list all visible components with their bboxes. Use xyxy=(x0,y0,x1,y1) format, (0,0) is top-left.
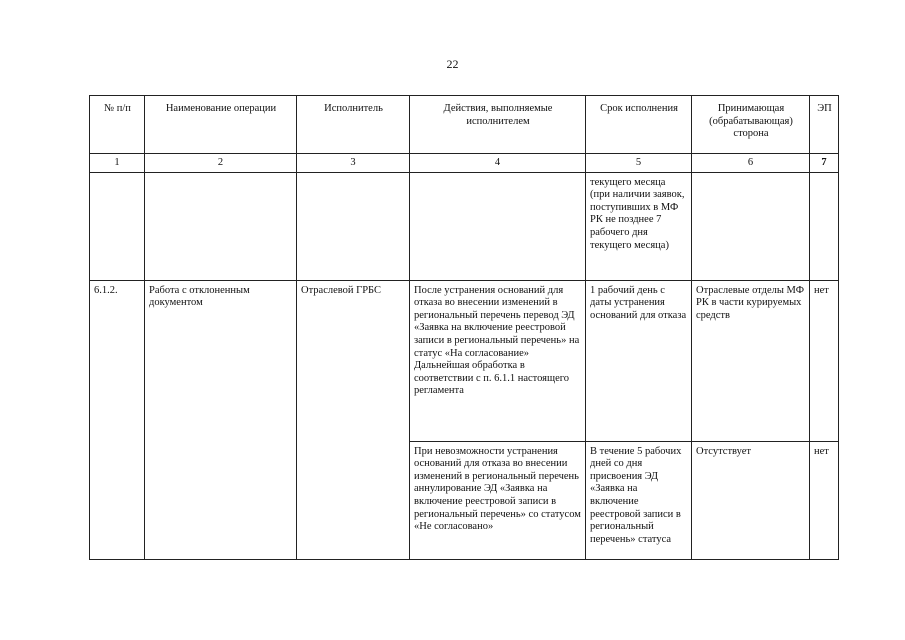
row-number: 6.1.2. xyxy=(90,280,145,559)
table-row-6-1-2 xyxy=(90,280,839,441)
column-number: 5 xyxy=(586,154,692,173)
regulation-table xyxy=(89,95,839,560)
column-number: 2 xyxy=(145,154,297,173)
action-cell xyxy=(410,280,586,441)
signature-flag: нет xyxy=(810,280,839,441)
continuation-deadline: текущего месяца (при наличии заявок, поступивших в МФ РК не позднее 7 рабочего дня текущего месяца) xyxy=(586,172,692,280)
signature-flag: нет xyxy=(810,441,839,559)
receiver-text: Отсутствует xyxy=(692,441,810,559)
table-cell xyxy=(297,172,410,280)
table-cell xyxy=(145,172,297,280)
header-deadline: Срок исполнения xyxy=(586,96,692,154)
column-number: 4 xyxy=(410,154,586,173)
page-number: 22 xyxy=(446,57,459,71)
header-executor: Исполнитель xyxy=(297,96,410,154)
header-row xyxy=(90,96,839,154)
header-signature: ЭП xyxy=(810,96,839,154)
header-receiver: Принимающая (обрабатывающая) сторона xyxy=(692,96,810,154)
column-number: 6 xyxy=(692,154,810,173)
action-text: После устранения оснований для отказа во внесении изменений в региональный перечень перевод ЭД «Заявка на включение реестровой записи в региональный перечень» на статус «На согласование» xyxy=(414,284,580,359)
table-cell xyxy=(692,172,810,280)
column-number: 7 xyxy=(810,154,839,173)
continuation-row xyxy=(90,172,839,280)
column-number: 3 xyxy=(297,154,410,173)
action-text: При невозможности устранения оснований для отказа во внесении изменений в региональный перечень аннулирование ЭД «Заявка на включение реестровой записи в региональный перечень» со статусом «Не согласовано» xyxy=(410,441,586,559)
column-number: 1 xyxy=(90,154,145,173)
deadline-text: В течение 5 рабочих дней со дня присвоения ЭД «Заявка на включение реестровой записи в региональный перечень» статуса xyxy=(586,441,692,559)
column-number-row xyxy=(90,154,839,173)
action-followup-text: Дальнейшая обработка в соответствии с п. 6.1.1 настоящего регламента xyxy=(414,360,570,397)
table-cell xyxy=(810,172,839,280)
header-number: № п/п xyxy=(90,96,145,154)
header-operation: Наименование операции xyxy=(145,96,297,154)
receiver-text: Отраслевые отделы МФ РК в части курируемых средств xyxy=(692,280,810,441)
executor-name: Отраслевой ГРБС xyxy=(297,280,410,559)
operation-name: Работа с отклоненным документом xyxy=(145,280,297,559)
table-cell xyxy=(90,172,145,280)
header-actions: Действия, выполняемые исполнителем xyxy=(410,96,586,154)
deadline-text: 1 рабочий день с даты устранения оснований для отказа xyxy=(586,280,692,441)
table-cell xyxy=(410,172,586,280)
